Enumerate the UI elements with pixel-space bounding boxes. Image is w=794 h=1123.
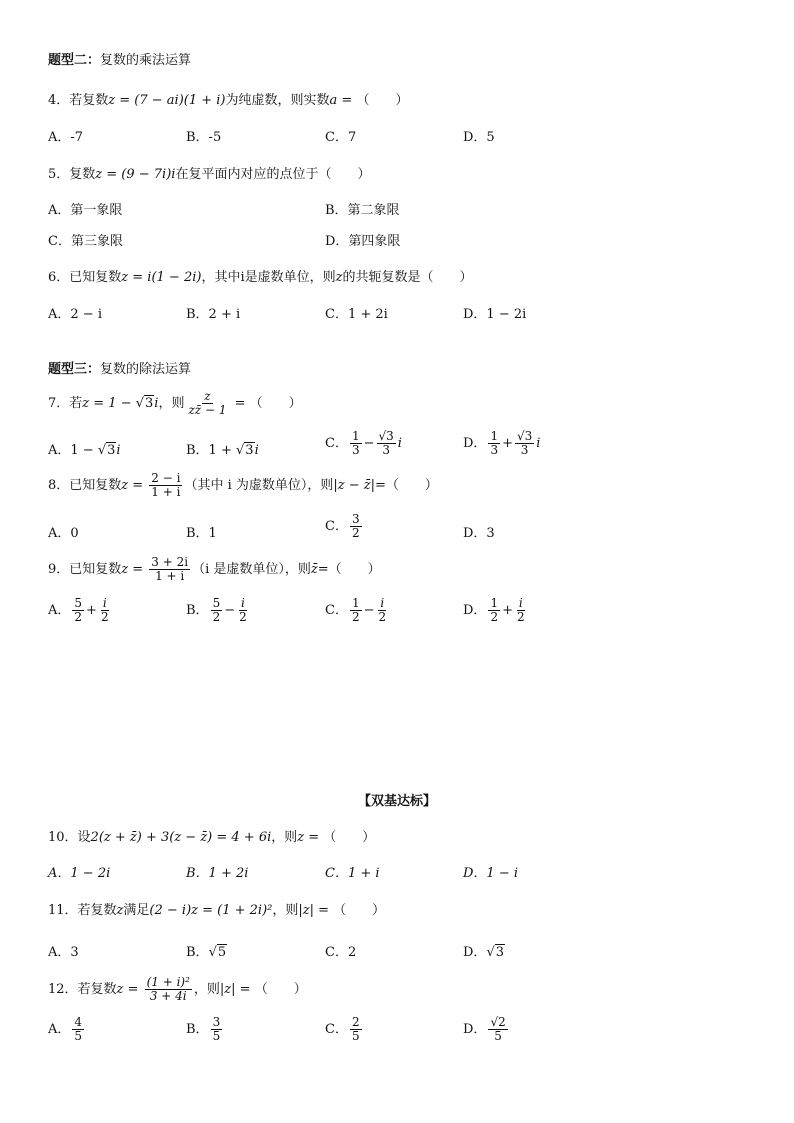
math-variable: z̄ — [310, 562, 318, 578]
answer-blank: = （ ） — [314, 903, 386, 918]
fraction — [237, 597, 249, 624]
question-6 — [48, 266, 473, 285]
answer-blank: = （ ） — [230, 396, 302, 412]
question-5 — [48, 163, 370, 182]
option-c — [325, 1016, 364, 1043]
radicand: 3 — [495, 945, 505, 960]
denominator: 2 — [212, 610, 221, 625]
denominator: 2 — [351, 610, 360, 625]
numerator: 2 − i — [151, 471, 181, 485]
numerator: √3 — [516, 429, 533, 443]
option-c — [325, 513, 364, 540]
option-c: C．1 + i — [325, 866, 380, 881]
option-b — [186, 941, 227, 960]
option-d: D．1 − i — [463, 866, 519, 881]
question-11 — [48, 899, 385, 918]
question-text: 8．已知复数 — [48, 478, 122, 494]
option-c: C．2 — [325, 945, 357, 960]
numerator: 1 — [351, 596, 360, 610]
question-9 — [48, 556, 381, 583]
question-7 — [48, 390, 302, 417]
section-label: 题型三： — [48, 362, 101, 377]
option-suffix: i — [397, 436, 402, 452]
option-suffix: i — [116, 443, 121, 458]
fraction — [350, 597, 362, 624]
option-a: A．第一象限 — [48, 203, 123, 218]
question-text: 6．已知复数 — [48, 270, 122, 285]
math-expression: (2 − i)z = (1 + 2i)² — [149, 903, 273, 918]
option-d — [463, 597, 529, 624]
fraction — [149, 556, 190, 583]
option-d — [463, 941, 505, 960]
numerator: 1 — [351, 429, 360, 443]
question-10 — [48, 826, 375, 845]
option-c: C．7 — [325, 130, 357, 145]
option-prefix: D． — [463, 603, 487, 619]
denominator: 1 + i — [151, 485, 181, 500]
numerator: i — [102, 596, 107, 610]
question-text: 12．若复数 — [48, 982, 117, 998]
option-a — [48, 1016, 86, 1043]
numerator: √3 — [378, 429, 394, 443]
numerator: 4 — [74, 1015, 83, 1029]
sqrt: √3 — [235, 443, 254, 458]
option-prefix: A．1 − — [48, 443, 98, 458]
option-b — [186, 1016, 224, 1043]
option-prefix: B． — [186, 603, 209, 619]
fraction — [72, 597, 84, 624]
option-a — [48, 597, 113, 624]
sqrt: √3 — [97, 443, 116, 458]
numerator: 3 — [351, 512, 360, 526]
question-4 — [48, 89, 408, 108]
option-b: B．1 + 2i — [186, 866, 249, 881]
section-label: 题型二： — [48, 53, 101, 68]
question-text: 10．设 — [48, 830, 91, 845]
question-text: ，则 — [272, 903, 299, 918]
fraction — [350, 1016, 362, 1043]
operator: − — [363, 436, 375, 452]
numerator: i — [518, 596, 523, 610]
numerator: i — [241, 596, 245, 610]
operator: − — [363, 603, 375, 619]
option-d: D．1 − 2i — [463, 307, 527, 322]
answer-blank: = （ ） — [337, 93, 409, 108]
numerator: 1 — [490, 429, 499, 443]
denominator: 3 — [490, 443, 499, 458]
denominator: 3 — [520, 443, 529, 458]
fraction — [211, 1016, 223, 1043]
denominator: 2 — [351, 526, 360, 541]
fraction — [377, 430, 396, 457]
option-prefix: D． — [463, 436, 487, 452]
fraction — [515, 597, 527, 624]
fraction — [211, 597, 223, 624]
question-text: 9．已知复数 — [48, 562, 122, 578]
option-prefix: C． — [325, 436, 348, 452]
question-text: 5．复数 — [48, 167, 96, 182]
math-expression: z = — [116, 982, 143, 998]
numerator: z — [204, 389, 211, 403]
fraction — [350, 513, 362, 540]
option-b — [186, 439, 259, 458]
option-prefix: A． — [48, 1022, 71, 1038]
option-b: B．-5 — [186, 130, 222, 145]
denominator: 3 — [382, 443, 390, 458]
option-b — [186, 597, 251, 624]
denominator: 2 — [378, 610, 387, 625]
option-a: A．3 — [48, 945, 79, 960]
math-expression: z = (9 − 7i)i — [95, 167, 176, 182]
sqrt: √3 — [135, 396, 154, 412]
math-variable: a — [329, 93, 338, 108]
radicand: 3 — [245, 443, 254, 458]
math-variable: i — [240, 270, 245, 285]
option-prefix: B．1 + — [186, 443, 236, 458]
section-heading-3 — [48, 358, 191, 377]
option-a: A．2 − i — [48, 307, 102, 322]
option-a: A．1 − 2i — [48, 866, 111, 881]
fraction — [99, 597, 111, 624]
math-variable: z — [335, 270, 343, 285]
math-expression: |z| — [219, 982, 236, 998]
numerator: 2 — [351, 1015, 360, 1029]
question-12 — [48, 976, 307, 1003]
question-text: ，则 — [158, 396, 185, 412]
answer-blank: = （ ） — [235, 982, 307, 998]
denominator: 5 — [212, 1029, 221, 1044]
math-expression: |z| — [298, 903, 314, 918]
denominator: 5 — [74, 1029, 83, 1044]
math-variable: z — [116, 903, 124, 918]
numerator: 5 — [212, 596, 221, 610]
option-prefix: D． — [463, 1022, 487, 1038]
radicand: 3 — [145, 396, 154, 412]
operator: + — [502, 603, 513, 619]
fraction — [149, 472, 182, 499]
fraction — [350, 430, 362, 457]
denominator: 2 — [516, 610, 525, 625]
option-prefix: A． — [48, 603, 71, 619]
section-title: 复数的除法运算 — [100, 362, 192, 377]
numerator: (1 + i)² — [146, 975, 190, 989]
option-prefix: C． — [325, 519, 348, 535]
denominator: 2 — [74, 610, 83, 625]
option-d: D．3 — [463, 526, 495, 541]
sqrt: √5 — [208, 945, 227, 960]
fraction — [377, 597, 389, 624]
numerator: 5 — [74, 596, 83, 610]
question-text: 满足 — [123, 903, 150, 918]
question-8 — [48, 472, 438, 499]
answer-blank: =（ ） — [375, 478, 438, 494]
option-a: A．0 — [48, 526, 79, 541]
operator: + — [502, 436, 513, 452]
denominator: zz̄ − 1 — [188, 403, 227, 418]
question-text: ，其中 — [201, 270, 241, 285]
numerator: √2 — [490, 1015, 506, 1029]
math-expression: z = (7 − ai)(1 + i) — [108, 93, 226, 108]
option-suffix: i — [254, 443, 259, 458]
question-text: 为纯虚数，则实数 — [225, 93, 330, 108]
option-b: B．1 — [186, 526, 217, 541]
option-c: C．1 + 2i — [325, 307, 388, 322]
numerator: 3 — [212, 1015, 221, 1029]
denominator: 2 — [100, 610, 109, 625]
sqrt: √3 — [486, 945, 505, 960]
fraction — [488, 1016, 507, 1043]
option-suffix: i — [536, 436, 541, 452]
question-text: 4．若复数 — [48, 93, 109, 108]
option-b: B．2 + i — [186, 307, 241, 322]
section-title-shuangji: 【双基达标】 — [357, 794, 436, 809]
question-text: ，则 — [193, 982, 220, 998]
option-a — [48, 439, 121, 458]
option-prefix: C． — [325, 603, 348, 619]
fraction — [145, 976, 192, 1003]
option-c — [325, 430, 402, 457]
question-text: ，则 — [271, 830, 298, 845]
numerator: i — [380, 596, 385, 610]
denominator: 3 + 4i — [149, 989, 187, 1004]
fraction — [488, 430, 500, 457]
numerator: 1 — [490, 596, 499, 610]
option-d — [463, 430, 540, 457]
denominator: 1 + i — [155, 569, 185, 584]
option-d: D．5 — [463, 130, 495, 145]
denominator: 3 — [351, 443, 360, 458]
radicand: 3 — [107, 443, 116, 458]
math-variable: z — [297, 830, 305, 845]
math-expression: z = — [121, 562, 148, 578]
option-prefix: B． — [186, 945, 209, 960]
question-text: 7．若 — [48, 396, 83, 412]
answer-blank: =（ ） — [317, 562, 381, 578]
option-prefix: D． — [463, 945, 487, 960]
denominator: 2 — [239, 610, 247, 625]
math-expression: 2(z + z̄) + 3(z − z̄) = 4 + 6i — [90, 830, 272, 845]
option-d — [463, 1016, 510, 1043]
section-title: 复数的乘法运算 — [100, 53, 192, 68]
fraction — [186, 390, 228, 417]
math-expression: z = 1 − — [82, 396, 136, 412]
option-prefix: C． — [325, 1022, 348, 1038]
math-expression: z = i(1 − 2i) — [121, 270, 202, 285]
fraction — [488, 597, 500, 624]
option-b: B．第二象限 — [325, 203, 400, 218]
radicand: 5 — [217, 945, 227, 960]
fraction — [515, 430, 534, 457]
answer-blank: = （ ） — [304, 830, 376, 845]
question-text: 是虚数单位，则 — [244, 270, 336, 285]
math-expression: z = — [121, 478, 148, 494]
question-text: （其中 i 为虚数单位），则 — [184, 478, 334, 494]
denominator: 5 — [351, 1029, 360, 1044]
math-expression: |z − z̄| — [333, 478, 376, 494]
section-heading-2 — [48, 49, 191, 68]
denominator: 5 — [494, 1029, 502, 1044]
question-text: 在复平面内对应的点位于（ ） — [175, 167, 371, 182]
question-text: 的共轭复数是（ ） — [342, 270, 473, 285]
question-text: （i 是虚数单位），则 — [192, 562, 311, 578]
denominator: 2 — [490, 610, 499, 625]
question-text: 11．若复数 — [48, 903, 117, 918]
operator: − — [224, 603, 236, 619]
option-a: A．-7 — [48, 130, 84, 145]
fraction — [72, 1016, 84, 1043]
option-c — [325, 597, 390, 624]
operator: + — [86, 603, 97, 619]
math-expression: i — [154, 396, 159, 412]
option-c: C．第三象限 — [48, 234, 123, 249]
option-prefix: B． — [186, 1022, 209, 1038]
numerator: 3 + 2i — [151, 555, 189, 569]
option-d: D．第四象限 — [325, 234, 401, 249]
